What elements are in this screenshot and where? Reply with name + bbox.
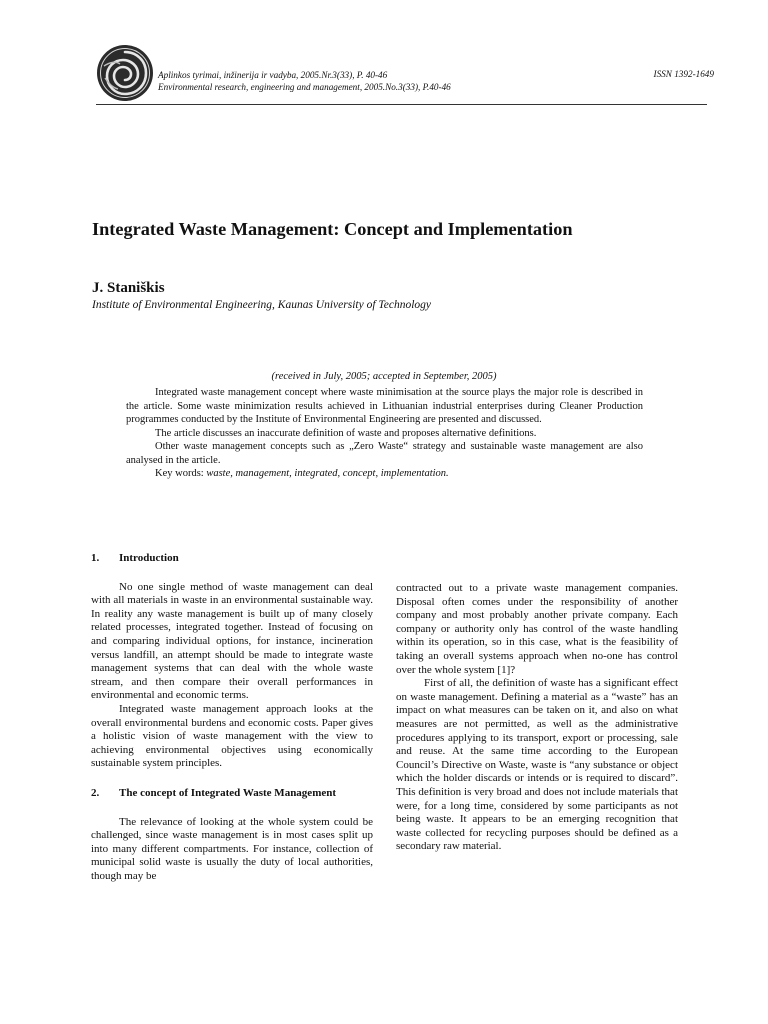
issn: ISSN 1392-1649 <box>653 69 714 79</box>
section-number: 2. <box>91 786 100 799</box>
abstract-paragraph: Integrated waste management concept where waste minimisation at the source plays the major role is described in the article. Some waste minimization results achieved in Lithuanian industrial enterprises during Cleaner Production programmes conducted by the Institute of Environmental Engineering are presented and discussed. <box>126 387 643 425</box>
body-column-right <box>396 582 678 854</box>
body-paragraph: The relevance of looking at the whole system could be challenged, since waste management is in most cases split up into many different compartments. For instance, collection of municipal solid waste is usually the duty of local authorities, though may be <box>91 815 373 882</box>
received-dates: (received in July, 2005; accepted in September, 2005) <box>271 371 497 382</box>
spiral-logo-icon <box>96 44 154 102</box>
abstract-paragraph: The article discusses an inaccurate definition of waste and proposes alternative definitions. <box>155 427 537 439</box>
abstract <box>126 386 643 481</box>
keywords-line <box>126 467 643 481</box>
section-title: The concept of Integrated Waste Management <box>119 786 337 799</box>
author-name: J. Staniškis <box>92 280 165 296</box>
header-divider <box>96 104 707 105</box>
author-affiliation: Institute of Environmental Engineering, Kaunas University of Technology <box>92 299 431 311</box>
body-paragraph: Integrated waste management approach looks at the overall environmental burdens and economic costs. Paper gives a holistic vision of waste management with the view to achieving environmental objectives using economically sustainable system principles. <box>91 702 373 770</box>
section-heading <box>91 787 373 801</box>
section-number: 1. <box>91 552 100 564</box>
body-paragraph: No one single method of waste management can deal with all materials in waste in an environmental sustainable way. In reality any waste management is built up of many closely related processes, integrated together. Instead of focusing on and comparing individual options, for instance, incineration versus landfill, an attempt should be made to integrate waste management systems that can deal with the whole waste stream, and then compare their overall performances in environmental and economic terms. <box>91 580 373 702</box>
article-title: Integrated Waste Management: Concept and Implementation <box>92 219 573 239</box>
body-column-left <box>91 552 373 883</box>
journal-citation-en: Environmental research, engineering and management, 2005.No.3(33), P.40-46 <box>158 82 451 92</box>
journal-citation-lt: Aplinkos tyrimai, inžinerija ir vadyba, 2005.Nr.3(33), P. 40-46 <box>158 70 388 80</box>
journal-logo <box>96 44 154 102</box>
keywords-label: Key words: <box>155 468 204 479</box>
abstract-paragraph: Other waste management concepts such as „Zero Waste“ strategy and sustainable waste management are also analysed in the article. <box>126 441 643 466</box>
body-paragraph: contracted out to a private waste management companies. Disposal often comes under the responsibility of another company and most probably another private company. Each company or authority only has control of the waste handling within its operation, so in this case, what is the feasibility of taking an overall systems approach when no-one has control over the whole system [1]? <box>396 582 678 676</box>
keywords-value: waste, management, integrated, concept, implementation. <box>206 468 449 479</box>
section-title: Introduction <box>119 552 179 564</box>
section-heading <box>91 552 373 566</box>
body-paragraph: First of all, the definition of waste has a significant effect on waste management. Defining a material as a “waste” has an impact on what measures can be taken on it, and also on what measures are not permitted, as well as the administrative procedures applying to its transport, export or processing, sale and reuse. At the same time according to the European Council’s Directive on Waste, waste is “any substance or object which the holder discards or intends or is required to discard”. This definition is very broad and does not include materials that were, for a long time, considered by some participants as not being waste. It appears to be an emerging recognition that waste collected for recycling purposes should be defined as a secondary raw material. <box>396 677 678 853</box>
